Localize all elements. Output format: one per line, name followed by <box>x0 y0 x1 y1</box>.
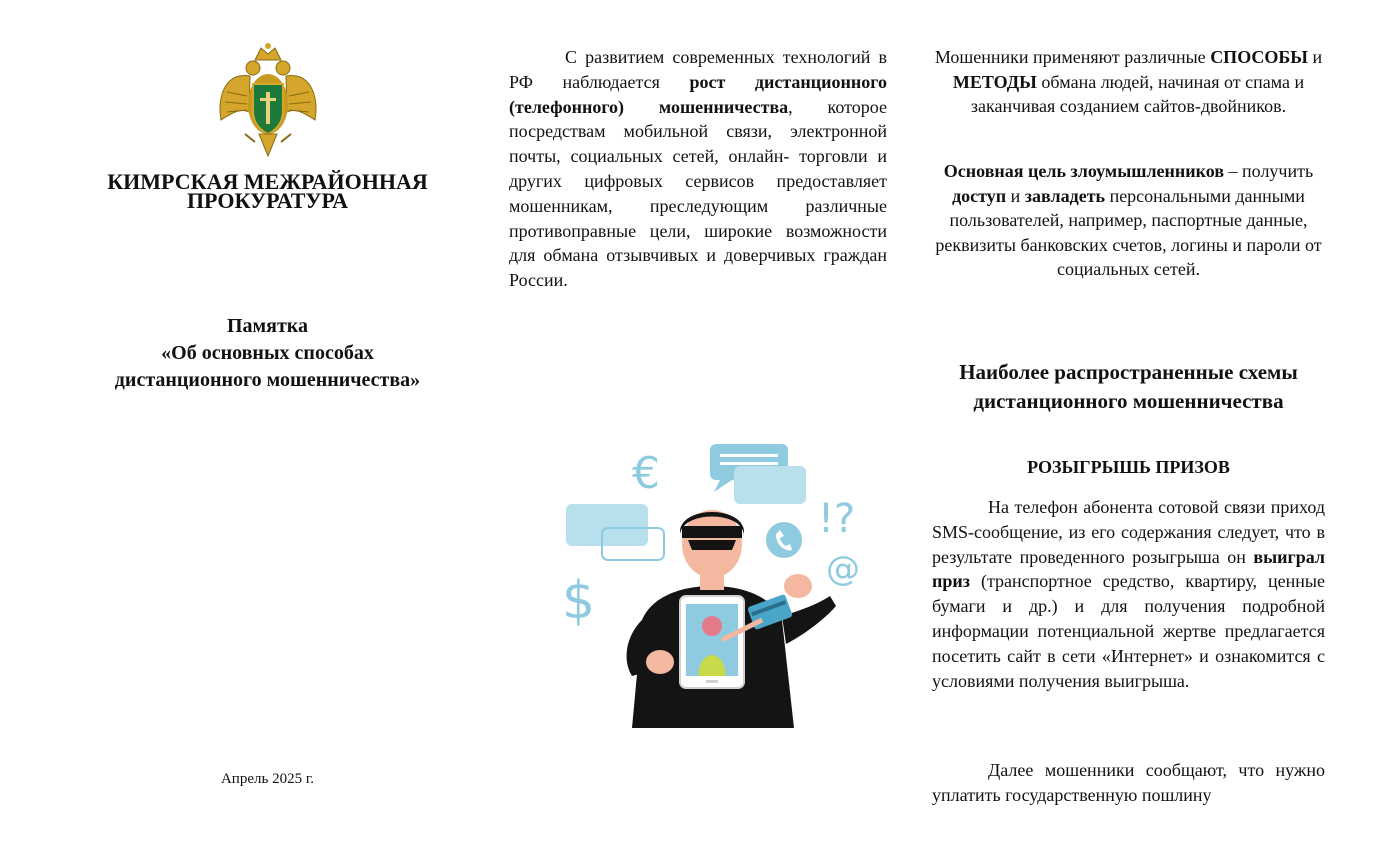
euro-icon: € <box>632 448 660 499</box>
goal-text-and: и <box>1006 185 1025 206</box>
phone-icon <box>766 522 802 558</box>
methods-bold-methods: МЕТОДЫ <box>952 71 1037 92</box>
goal-bold-seize: завладеть <box>1024 185 1106 206</box>
dollar-icon: $ <box>562 571 596 631</box>
intro-text-start: С развитием современных технологий в РФ наблюдается <box>509 47 887 92</box>
continuation-text: Далее мошенники сообщают, что нужно уплатить государственную пошлину <box>932 760 1325 805</box>
memo-title-line1: Памятка <box>226 315 309 337</box>
schemes-heading-line2: дистанционного мошенничества <box>973 389 1284 413</box>
emblem-icon <box>215 42 321 160</box>
memo-title-line3: дистанционного мошенничества» <box>114 369 421 391</box>
methods-paragraph <box>932 45 1325 119</box>
memo-title-line2: «Об основных способах <box>161 342 374 364</box>
methods-bold-ways: СПОСОБЫ <box>1210 47 1308 67</box>
prize-paragraph <box>932 495 1325 693</box>
goal-bold-main: Основная цель злоумышленников <box>943 161 1225 181</box>
prize-text-start: На телефон абонента сотовой связи приход SMS-сообщение, из его содержания следует, что в результате проведенного розыгрыша он <box>932 497 1325 567</box>
prize-text-bold: выиграл приз <box>932 546 1325 592</box>
goal-bold-access: доступ <box>952 185 1007 206</box>
question-exclamation-icon: !? <box>818 496 856 542</box>
right-panel <box>932 0 1325 846</box>
intro-text-bold: рост дистанционного (телефонного) мошенничества <box>509 71 887 117</box>
at-icon: @ <box>826 549 860 589</box>
goal-paragraph <box>932 159 1325 282</box>
prize-text-end: (транспортное средство, квартиру, ценные бумаги и др.) и для получения подробной информации потенциальной жертве предлагается посетить сайт в сети «Интернет» и ознакомится с условиями получения выигрыша. <box>932 571 1325 691</box>
methods-text-start: Мошенники применяют различные <box>934 47 1211 67</box>
memo-title <box>60 313 475 394</box>
middle-panel <box>509 0 889 846</box>
schemes-heading <box>932 358 1325 416</box>
intro-text-end: , которое посредствам мобильной связи, электронной почты, социальных сетей, онлайн- торговли и других цифровых сервисов предоставляет мошенникам, преследующим различные противоправные цели, широкие возможности для обмана отзывчивых и доверчивых граждан России. <box>509 96 887 291</box>
schemes-heading-line1: Наиболее распространенные схемы <box>959 360 1298 384</box>
goal-text-start: – получить <box>1224 161 1314 181</box>
left-panel <box>60 0 475 846</box>
section-heading-prizes: РОЗЫГРЫШЬ ПРИЗОВ <box>1027 457 1230 477</box>
goal-text-end: персональными данными пользователей, например, паспортные данные, реквизиты банковских счетов, логины и пароли от социальных сетей. <box>935 185 1322 280</box>
organization-title-line2: ПРОКУРАТУРА <box>186 188 349 213</box>
organization-title <box>60 169 475 213</box>
publication-date: Апрель 2025 г. <box>220 771 315 787</box>
continuation-paragraph <box>932 758 1325 812</box>
methods-text-end: обмана людей, начиная от спама и заканчивая созданием сайтов-двойников. <box>970 71 1305 117</box>
fraudster-illustration <box>562 440 864 728</box>
intro-paragraph <box>509 45 887 293</box>
organization-title-line1: КИМРСКАЯ МЕЖРАЙОННАЯ <box>107 169 428 194</box>
methods-text-and: и <box>1307 47 1323 67</box>
